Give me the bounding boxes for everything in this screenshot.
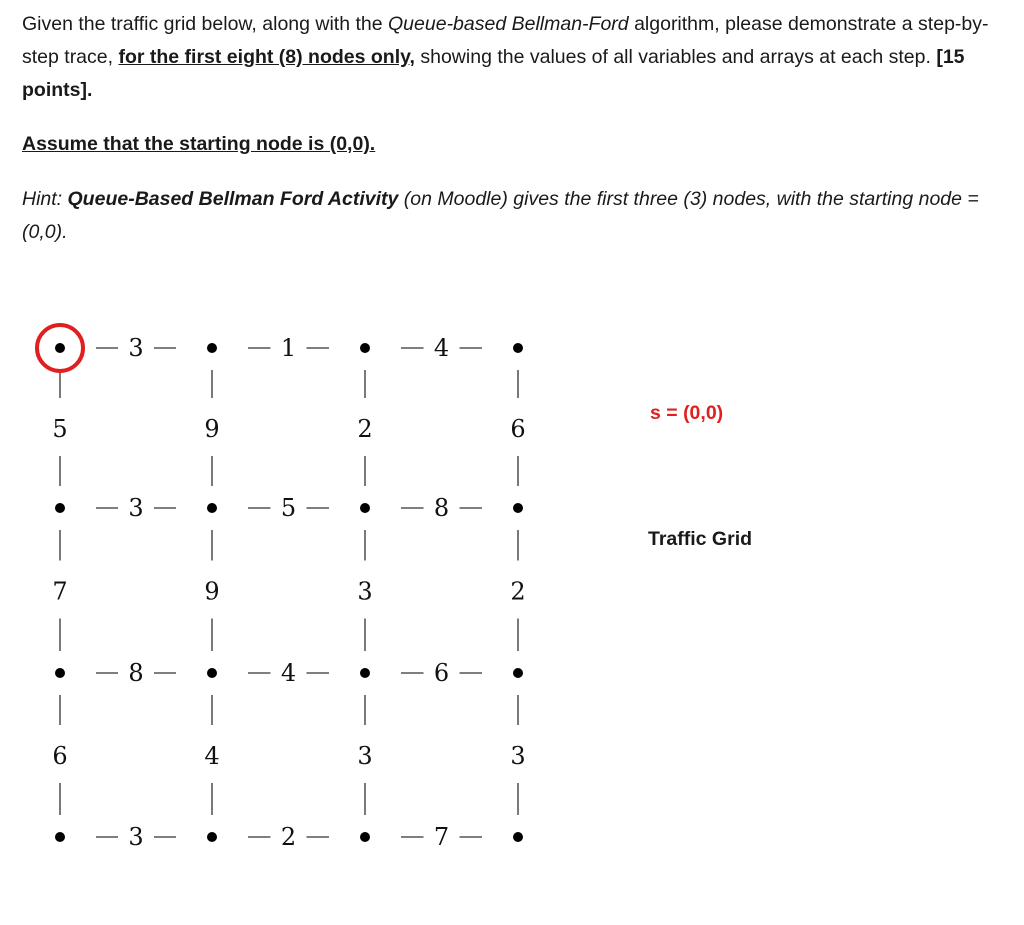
- source-label: s = (0,0): [650, 402, 724, 424]
- v-edge-weight: 9: [204, 415, 220, 443]
- h-edge-weight: 8: [128, 659, 144, 687]
- v-edge-weight: 3: [510, 742, 526, 770]
- grid-node: [207, 343, 217, 353]
- activity-name: Queue-Based Bellman Ford Activity: [67, 188, 399, 210]
- h-edge-weight: 3: [128, 494, 144, 522]
- h-edge-weight: 3: [128, 823, 144, 851]
- grid-node: [360, 832, 370, 842]
- v-edge-weight: 4: [204, 742, 220, 770]
- assumption-text: Assume that the starting node is (0,0).: [22, 133, 376, 155]
- h-edge-weight: 4: [280, 659, 297, 687]
- grid-node: [55, 832, 65, 842]
- v-edge-weight: 9: [204, 577, 220, 606]
- hint-prefix: Hint:: [22, 188, 68, 210]
- points-label: [15 points].: [22, 46, 965, 101]
- v-edge-weight: 7: [52, 577, 68, 606]
- h-edge-weight: 2: [280, 823, 297, 851]
- v-edge-weight: 3: [357, 577, 373, 606]
- h-edge-weight: 8: [433, 494, 450, 522]
- hint-text: (on Moodle) gives the first three (3) nodes, with the starting node = (0,0).: [22, 188, 979, 243]
- question-text: algorithm, please demonstrate a step-by-step trace,: [22, 13, 989, 68]
- grid-node: [55, 503, 65, 513]
- grid-node: [207, 503, 217, 513]
- question-text: showing the values of all variables and arrays at each step.: [414, 46, 937, 68]
- v-edge-weight: 6: [510, 415, 526, 443]
- grid-node: [207, 668, 217, 678]
- grid-node: [55, 668, 65, 678]
- v-edge-weight: 6: [52, 742, 68, 770]
- question-text: Given the traffic grid below, along with the: [22, 13, 389, 35]
- h-edge-weight: 5: [280, 494, 297, 522]
- grid-node: [513, 832, 523, 842]
- h-edge-weight: 6: [433, 659, 450, 687]
- v-edge-weight: 5: [52, 415, 68, 443]
- h-edge-weight: 7: [433, 823, 450, 851]
- v-edge-weight: 3: [357, 742, 373, 770]
- grid-node: [207, 832, 217, 842]
- h-edge-weight: 4: [433, 334, 450, 362]
- grid-caption: Traffic Grid: [648, 528, 753, 550]
- grid-node: [360, 503, 370, 513]
- grid-node: [360, 343, 370, 353]
- h-edge-weight: 3: [128, 334, 144, 362]
- grid-node: [513, 343, 523, 353]
- v-edge-weight: 2: [510, 577, 526, 606]
- grid-node: [513, 503, 523, 513]
- grid-node: [55, 343, 65, 353]
- emphasis-first-eight: for the first eight (8) nodes only,: [118, 46, 415, 68]
- algorithm-name: Queue-based Bellman-Ford: [388, 13, 629, 35]
- v-edge-weight: 2: [357, 415, 373, 443]
- h-edge-weight: 1: [280, 334, 297, 362]
- grid-node: [513, 668, 523, 678]
- grid-node: [360, 668, 370, 678]
